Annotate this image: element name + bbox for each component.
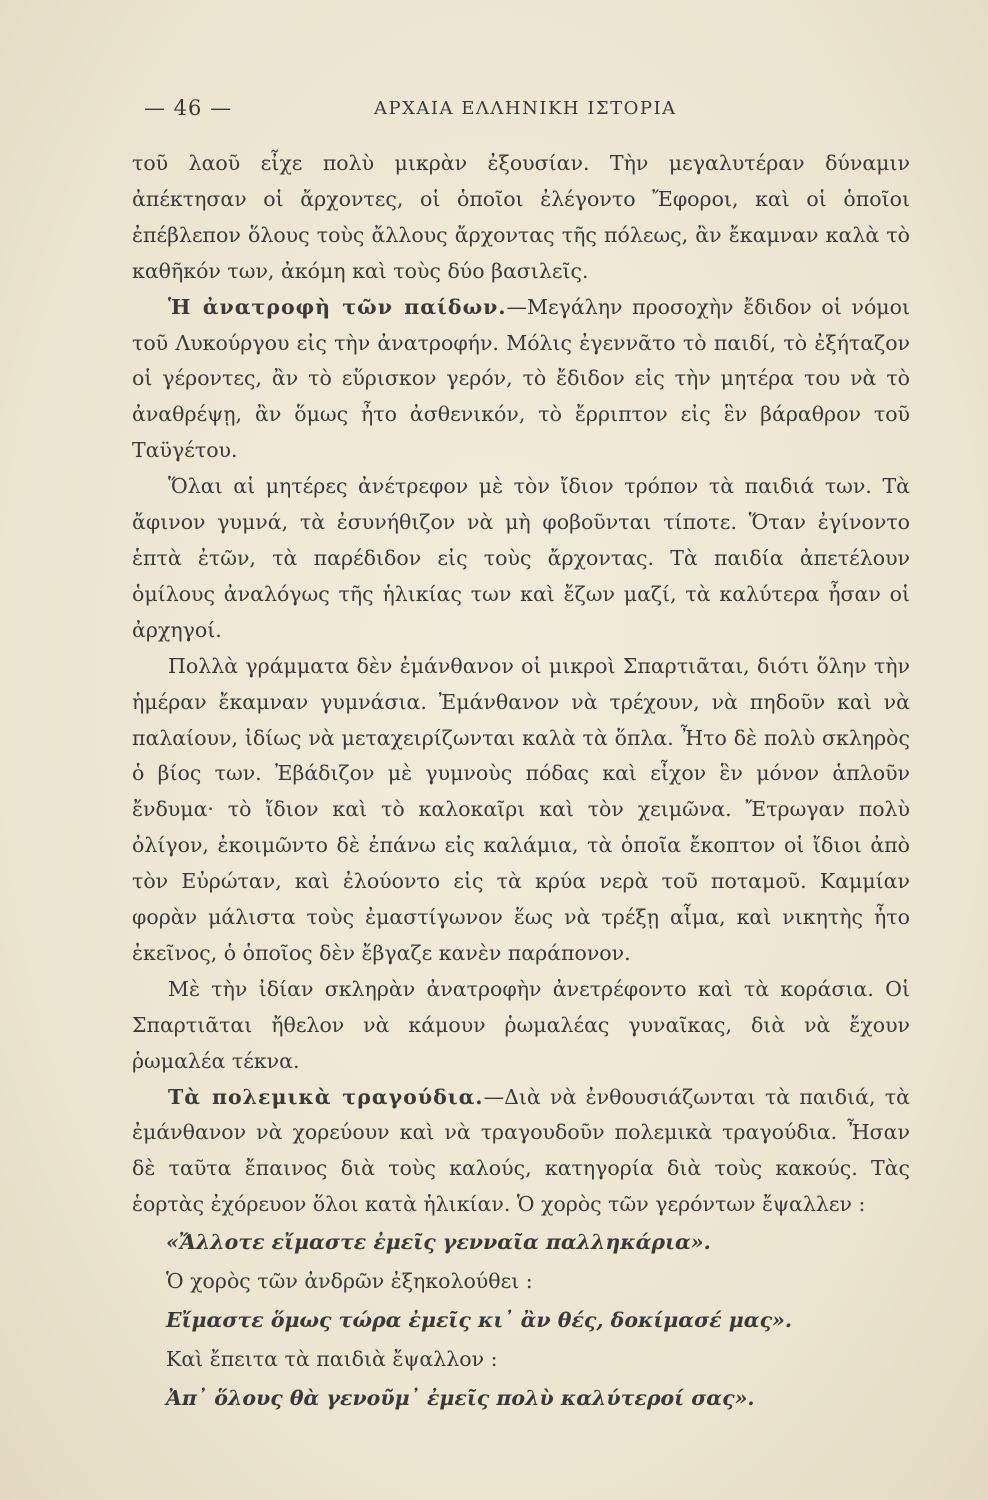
verse-intro: Ὁ χορὸς τῶν ἀνδρῶν ἐξηκολούθει :	[166, 1269, 533, 1294]
paragraph-text: Ὅλαι αἱ μητέρες ἀνέτρεφον μὲ τὸν ἴδιον τρόπον τὰ παιδιά των. Τὰ ἄφινον γυμνά, τὰ ἐσυνήθιζον νὰ μὴ φοβοῦνται τίποτε. Ὅταν ἐγίνοντο ἑπτὰ ἐτῶν, τὰ παρέδιδον εἰς τοὺς ἄρχοντας. Τὰ παιδία ἀπετέλουν ὁμίλους ἀναλόγως τῆς ἡλικίας των καὶ ἔζων μαζί, τὰ καλύτερα ἦσαν οἱ ἀρχηγοί.	[132, 474, 910, 642]
paragraph	[132, 146, 910, 290]
section-heading: Ἡ ἀνατροφὴ τῶν παίδων.	[168, 294, 507, 319]
running-title: ΑΡΧΑΙΑ ΕΛΛΗΝΙΚΗ ΙΣΤΟΡΙΑ	[374, 98, 677, 119]
page-number: — 46 —	[144, 96, 233, 120]
verse-intro: Καὶ ἔπειτα τὰ παιδιὰ ἔψαλλον :	[166, 1347, 498, 1372]
verse-line: Εἴμαστε ὅμως τώρα ἐμεῖς κι᾿ ἂν θές, δοκίμασέ μας».	[166, 1308, 793, 1333]
paragraph	[132, 972, 910, 1080]
verse-line: Ἀπ᾿ ὅλους θὰ γενοῦμ᾿ ἐμεῖς πολὺ καλύτεροί σας».	[166, 1386, 755, 1411]
verse-line: «Ἄλλοτε εἴμαστε ἐμεῖς γενναῖα παλληκάρια».	[166, 1230, 711, 1255]
paragraph	[132, 649, 910, 972]
paragraph	[132, 1080, 910, 1224]
paragraph	[132, 469, 910, 649]
paragraph-text: —Διὰ νὰ ἐνθουσιάζωνται τὰ παιδιά, τὰ ἐμάνθανον νὰ χορεύουν καὶ νὰ τραγουδοῦν πολεμικὰ τραγούδια. Ἦσαν δὲ ταῦτα ἔπαινος διὰ τοὺς καλούς, κατηγορία διὰ τοὺς κακούς. Τὰς ἑορτὰς ἐχόρευον ὅλοι κατὰ ἡλικίαν. Ὁ χορὸς τῶν γερόντων ἔψαλλεν :	[132, 1084, 910, 1217]
page-body	[132, 146, 910, 1418]
paragraph-text: Μὲ τὴν ἰδίαν σκληρὰν ἀνατροφὴν ἀνετρέφοντο καὶ τὰ κοράσια. Οἱ Σπαρτιᾶται ἤθελον νὰ κάμουν ῥωμαλέας γυναῖκας, διὰ νὰ ἔχουν ῥωμαλέα τέκνα.	[132, 976, 910, 1073]
section-heading: Τὰ πολεμικὰ τραγούδια.	[168, 1084, 484, 1109]
paragraph-text: —Μεγάλην προσοχὴν ἔδιδον οἱ νόμοι τοῦ Λυκούργου εἰς τὴν ἀνατροφήν. Μόλις ἐγεννᾶτο τὸ παιδί, τὸ ἐξήταζον οἱ γέροντες, ἂν τὸ εὕρισκον γερόν, τὸ ἔδιδον εἰς τὴν μητέρα του νὰ τὸ ἀναθρέψῃ, ἂν ὅμως ἦτο ἀσθενικόν, τὸ ἔρριπτον εἰς ἓν βάραθρον τοῦ Ταϋγέτου.	[132, 294, 910, 463]
page-header	[132, 96, 832, 130]
paragraph	[132, 290, 910, 470]
paragraph-text: τοῦ λαοῦ εἶχε πολὺ μικρὰν ἐξουσίαν. Τὴν μεγαλυτέραν δύναμιν ἀπέκτησαν οἱ ἄρχοντες, οἱ ὁποῖοι ἐλέγοντο Ἔφοροι, καὶ οἱ ὁποῖοι ἐπέβλεπον ὅλους τοὺς ἄλλους ἄρχοντας τῆς πόλεως, ἂν ἔκαμναν καλὰ τὸ καθῆκόν των, ἀκόμη καὶ τοὺς δύο βασιλεῖς.	[132, 151, 910, 283]
paragraph-text: Πολλὰ γράμματα δὲν ἐμάνθανον οἱ μικροὶ Σπαρτιᾶται, διότι ὅλην τὴν ἡμέραν ἔκαμναν γυμνάσια. Ἐμάνθανον νὰ τρέχουν, νὰ πηδοῦν καὶ νὰ παλαίουν, ἰδίως νὰ μεταχειρίζωνται καλὰ τὰ ὅπλα. Ἦτο δὲ πολὺ σκληρὸς ὁ βίος των. Ἐβάδιζον μὲ γυμνοὺς πόδας καὶ εἶχον ἓν μόνον ἁπλοῦν ἔνδυμα· τὸ ἴδιον καὶ τὸ καλοκαῖρι καὶ τὸν χειμῶνα. Ἔτρωγαν πολὺ ὀλίγον, ἐκοιμῶντο δὲ ἐπάνω εἰς καλάμια, τὰ ὁποῖα ἔκοπτον οἱ ἴδιοι ἀπὸ τὸν Εὐρώταν, καὶ ἐλούοντο εἰς τὰ κρύα νερὰ τοῦ ποταμοῦ. Καμμίαν φορὰν μάλιστα τοὺς ἐμαστίγωνον ἕως νὰ τρέξῃ αἷμα, καὶ νικητὴς ἦτο ἐκεῖνος, ὁ ὁποῖος δὲν ἔβγαζε κανὲν παράπονον.	[132, 653, 910, 965]
